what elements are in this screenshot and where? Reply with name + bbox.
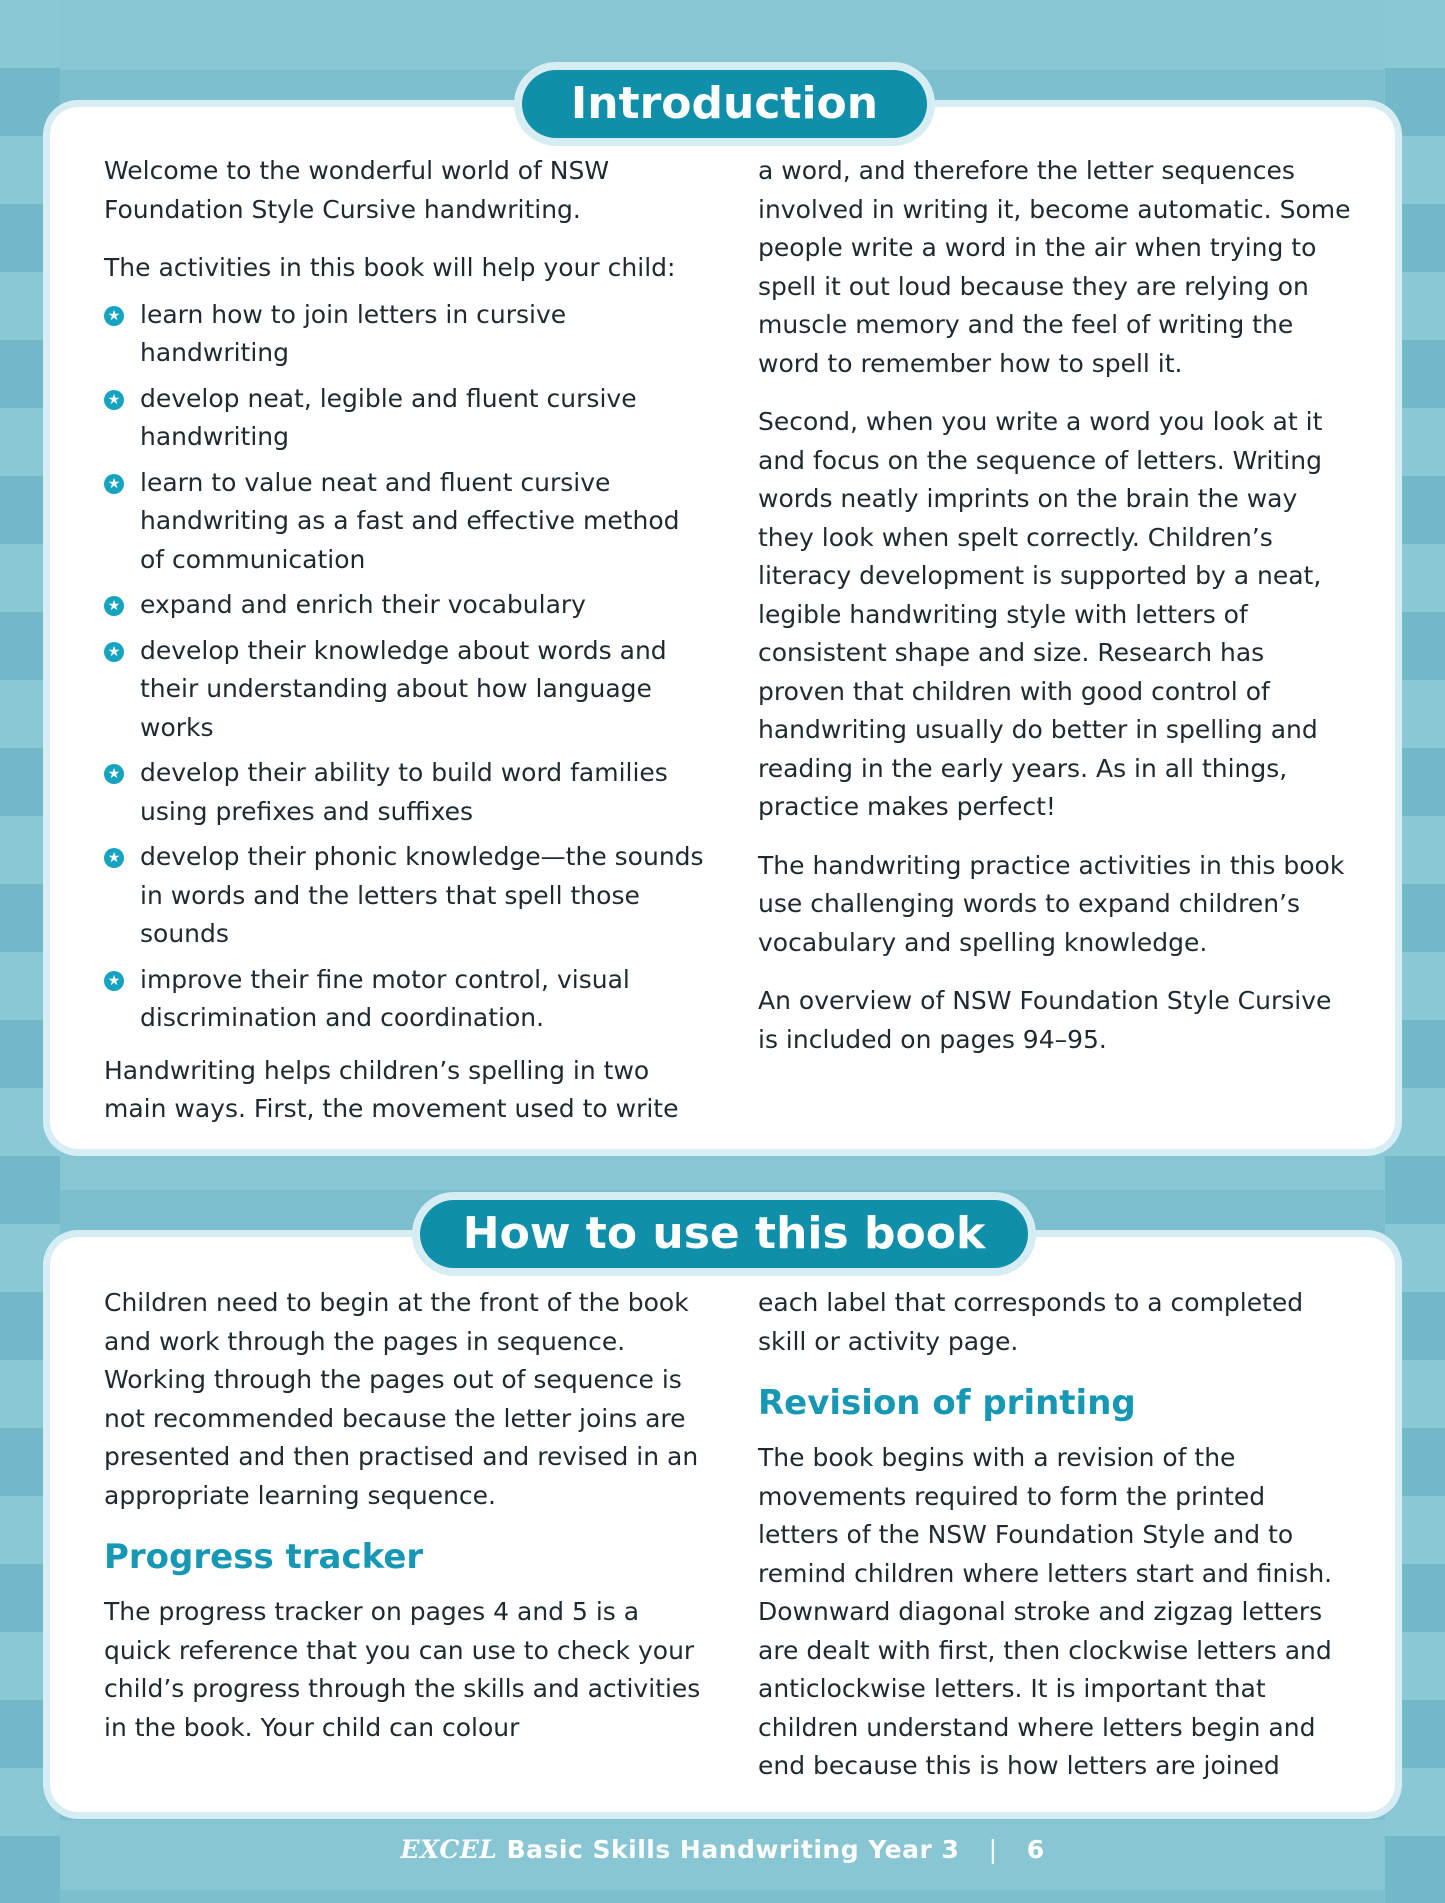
- list-item: ★ expand and enrich their vocabulary: [104, 586, 704, 625]
- list-item: ★ develop their ability to build word families using prefixes and suffixes: [104, 754, 704, 831]
- page-footer: [0, 1835, 1445, 1864]
- list-item: ★ learn to value neat and fluent cursive handwriting as a fast and effective method of communication: [104, 464, 704, 580]
- star-bullet-icon: ★: [104, 474, 124, 494]
- star-bullet-icon: ★: [104, 642, 124, 662]
- revision-of-printing-subheading: Revision of printing: [758, 1383, 1136, 1423]
- how-to-use-right-column: [758, 1284, 1352, 1806]
- intro-activities-lead: The activities in this book will help your child:: [104, 253, 676, 282]
- footer-brand: EXCEL: [400, 1835, 498, 1864]
- progress-tracker-paragraph: The progress tracker on pages 4 and 5 is a quick reference that you can use to check your child’s progress through the skills and activities in the book. Your child can colour: [104, 1597, 701, 1742]
- introduction-left-column: [104, 152, 704, 1149]
- star-bullet-icon: ★: [104, 596, 124, 616]
- star-bullet-icon: ★: [104, 390, 124, 410]
- introduction-right-column: [758, 152, 1352, 1079]
- introduction-heading: Introduction: [522, 70, 927, 138]
- list-item: ★ develop neat, legible and fluent cursive handwriting: [104, 380, 704, 457]
- revision-paragraph: The book begins with a revision of the movements required to form the printed letters of the NSW Foundation Style and to remind children where letters start and finish. Downward diagonal stroke and zigzag letters are dealt with first, then clockwise letters and anticlockwise letters. It is important that children understand where letters begin and end because this is how letters are joined: [758, 1443, 1333, 1780]
- list-item: ★ develop their phonic knowledge—the sounds in words and the letters that spell those sounds: [104, 838, 704, 954]
- intro-welcome-paragraph: Welcome to the wonderful world of NSW Foundation Style Cursive handwriting.: [104, 156, 610, 224]
- how-sequence-paragraph: Children need to begin at the front of the book and work through the pages in sequence. Working through the pages out of sequence is not recommended because the letter joins are presented and then practised and revised in an appropriate learning sequence.: [104, 1288, 699, 1510]
- intro-handwriting-paragraph: Handwriting helps children’s spelling in two main ways. First, the movement used to write: [104, 1055, 679, 1123]
- activities-list: [104, 296, 704, 1038]
- intro-automatic-paragraph: a word, and therefore the letter sequences involved in writing it, become automatic. Some people write a word in the air when trying to spell it out loud because they are relying on muscle memory and the feel of writing the word to remember how to spell it.: [758, 156, 1351, 378]
- list-item: ★ develop their knowledge about words and their understanding about how language works: [104, 632, 704, 748]
- intro-overview-paragraph: An overview of NSW Foundation Style Cursive is included on pages 94–95.: [758, 986, 1332, 1054]
- intro-second-paragraph: Second, when you write a word you look at it and focus on the sequence of letters. Writing words neatly imprints on the brain the way they look when spelt correctly. Children’s literacy development is supported by a neat, legible handwriting style with letters of consistent shape and size. Research has proven that children with good control of handwriting usually do better in spelling and reading in the early years. As in all things, practice makes perfect!: [758, 407, 1323, 821]
- how-label-paragraph: each label that corresponds to a completed skill or activity page.: [758, 1288, 1304, 1356]
- intro-practice-paragraph: The handwriting practice activities in this book use challenging words to expand children’s vocabulary and spelling knowledge.: [758, 850, 1345, 957]
- star-bullet-icon: ★: [104, 848, 124, 868]
- footer-separator: |: [988, 1835, 998, 1864]
- footer-book-title: Basic Skills Handwriting Year 3: [506, 1835, 960, 1864]
- star-bullet-icon: ★: [104, 306, 124, 326]
- star-bullet-icon: ★: [104, 764, 124, 784]
- progress-tracker-subheading: Progress tracker: [104, 1537, 424, 1577]
- list-item: ★ learn how to join letters in cursive handwriting: [104, 296, 704, 373]
- star-bullet-icon: ★: [104, 971, 124, 991]
- list-item: ★ improve their fine motor control, visual discrimination and coordination.: [104, 961, 704, 1038]
- how-to-use-heading: How to use this book: [420, 1200, 1028, 1268]
- how-to-use-left-column: [104, 1284, 704, 1767]
- page-number: 6: [1026, 1835, 1045, 1864]
